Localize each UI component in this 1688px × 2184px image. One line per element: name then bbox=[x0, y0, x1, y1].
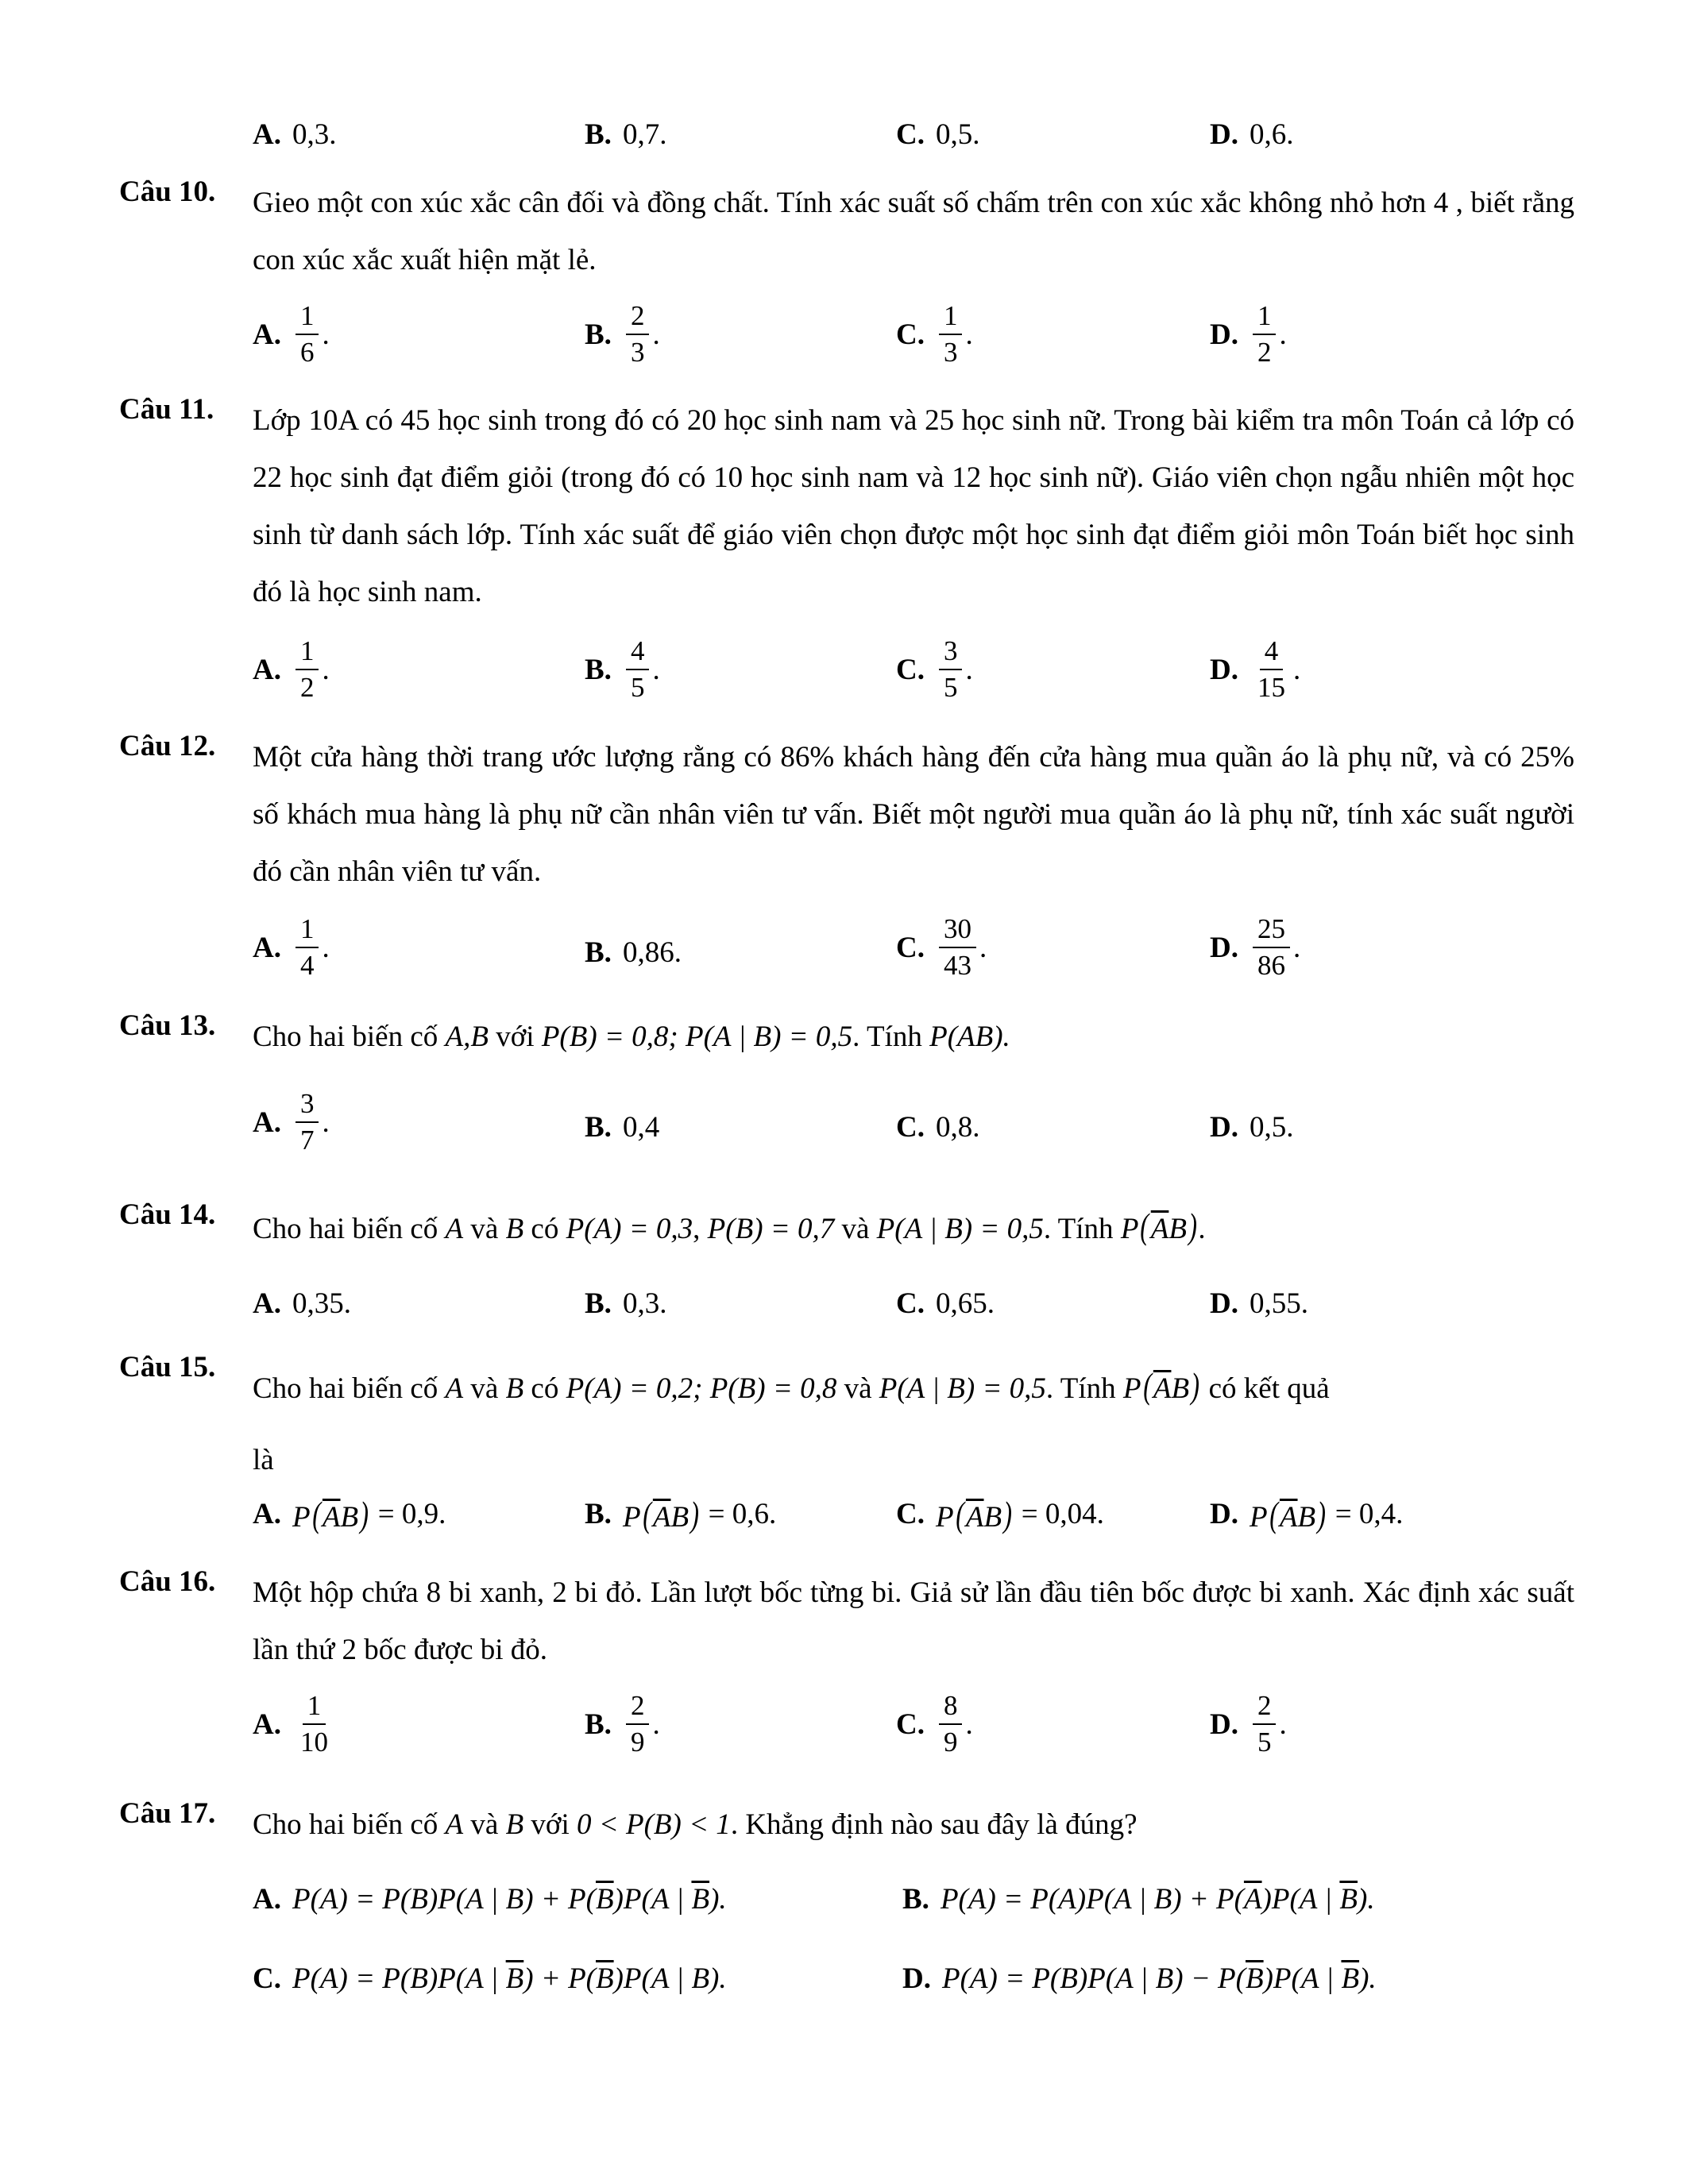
q17-option-b[interactable]: B. P(A) = P(A)P(A | $B) + P(\overline{A})P(A$ | $\overline{B}$). bbox=[902, 1883, 1375, 1916]
asked-formula: $P(\overline{A}B)$. bbox=[1120, 1206, 1207, 1246]
question-text: Cho hai biến cố A và B có P(A) = 0,2; P(B) = 0,8 và P(A | B) = 0,5. Tính $P(\overline{A}B)$ có kết quả là bbox=[253, 1365, 1330, 1476]
question-13 bbox=[119, 1009, 1574, 1066]
question-text: Một hộp chứa 8 bi xanh, 2 bi đỏ. Lần lượt bốc từng bi. Giả sử lần đầu tiên bốc được bi xanh. Xác định xác suất lần thứ 2 bốc được bi đỏ. bbox=[253, 1576, 1574, 1666]
question-text: Một cửa hàng thời trang ước lượng rằng có 86% khách hàng đến cửa hàng mua quần áo là phụ nữ, và có 25% số khách mua hàng là phụ nữ cần nhân viên tư vấn. Biết một người mua quần áo là phụ nữ, tính xác suất người đó cần nhân viên tư vấn. bbox=[253, 741, 1574, 888]
fraction: $\frac{1}{2}$ bbox=[1253, 300, 1277, 369]
q15-option-a[interactable]: A. $P(\overline{A}B)$ = 0,9. bbox=[253, 1494, 446, 1534]
q12-option-c[interactable]: C. $\frac{30}{43}$ . bbox=[896, 913, 987, 981]
q9-option-c[interactable]: C. 0,5. bbox=[896, 118, 980, 151]
question-15 bbox=[119, 1350, 1574, 1496]
q9-option-d[interactable]: D. 0,6. bbox=[1210, 118, 1294, 151]
question-16 bbox=[119, 1565, 1574, 1679]
fraction: $\frac{1}{10}$ bbox=[299, 1690, 328, 1758]
question-text: Cho hai biến cố A và B có P(A) = 0,3, P(B) = 0,7 và P(A | B) = 0,5. Tính $P(\overline{A}B)$. bbox=[253, 1206, 1207, 1246]
fraction: $\frac{2}{9}$ bbox=[626, 1690, 650, 1758]
question-14 bbox=[119, 1198, 1574, 1258]
q11-option-d[interactable]: D. $\frac{4}{15}$ . bbox=[1210, 635, 1301, 703]
fraction: $\frac{25}{86}$ bbox=[1253, 913, 1290, 982]
question-number: Câu 16. bbox=[119, 1565, 216, 1598]
q17-option-c[interactable]: C. P(A) = P(B)P(A | $\overline{B}) + P(\overline{B})P(A$ | B). bbox=[253, 1962, 727, 1995]
question-number: Câu 14. bbox=[119, 1198, 216, 1231]
q14-option-d[interactable]: D. 0,55. bbox=[1210, 1287, 1308, 1320]
question-number: Câu 10. bbox=[119, 176, 216, 208]
fraction: $\frac{4}{15}$ bbox=[1257, 635, 1285, 703]
question-number: Câu 15. bbox=[119, 1351, 216, 1383]
q10-option-c[interactable]: C. $\frac{1}{3}$ . bbox=[896, 300, 973, 368]
condition-formula: P(B) = 0,8; P(A | B) = 0,5 bbox=[541, 1021, 853, 1053]
question-12 bbox=[119, 729, 1574, 901]
q9-option-b[interactable]: B. 0,7. bbox=[585, 118, 667, 151]
q9-option-a[interactable]: A. 0,3. bbox=[253, 118, 337, 151]
q10-option-b[interactable]: B. $\frac{2}{3}$ . bbox=[585, 300, 660, 368]
fraction: $\frac{3}{5}$ bbox=[939, 635, 963, 704]
question-number: Câu 13. bbox=[119, 1009, 216, 1042]
q11-option-a[interactable]: A. $\frac{1}{2}$ . bbox=[253, 635, 330, 703]
question-11 bbox=[119, 392, 1574, 621]
question-number: Câu 12. bbox=[119, 730, 216, 762]
fraction: $\frac{3}{7}$ bbox=[295, 1088, 319, 1156]
question-10 bbox=[119, 175, 1574, 289]
fraction: $\frac{4}{5}$ bbox=[626, 635, 650, 704]
fraction: $\frac{8}{9}$ bbox=[939, 1690, 963, 1758]
q16-option-b[interactable]: B. $\frac{2}{9}$ . bbox=[585, 1690, 660, 1758]
question-text: Cho hai biến cố A,B với P(B) = 0,8; P(A | B) = 0,5. Tính P(AB). bbox=[253, 1021, 1010, 1053]
q16-option-d[interactable]: D. $\frac{2}{5}$ . bbox=[1210, 1690, 1287, 1758]
q13-option-a[interactable]: A. $\frac{3}{7}$ . bbox=[253, 1088, 330, 1156]
q14-option-a[interactable]: A. 0,35. bbox=[253, 1287, 351, 1320]
q16-option-c[interactable]: C. $\frac{8}{9}$ . bbox=[896, 1690, 973, 1758]
q17-option-a[interactable]: A. P(A) = P(B)P(A | $B) + P(\overline{B})P(A$ | $\overline{B}$). bbox=[253, 1883, 727, 1916]
q11-option-c[interactable]: C. $\frac{3}{5}$ . bbox=[896, 635, 973, 703]
formula: P(A) = P(B)P(A | $\overline{B}) + P(\overline{B})P(A$ | B). bbox=[292, 1962, 727, 1995]
asked-formula: P(AB). bbox=[929, 1021, 1010, 1053]
q11-option-b[interactable]: B. $\frac{4}{5}$ . bbox=[585, 635, 660, 703]
fraction: $\frac{2}{5}$ bbox=[1253, 1690, 1277, 1758]
formula: P(A) = P(B)P(A | $B) - P(\overline{B})P(A$ | $\overline{B}$). bbox=[941, 1962, 1377, 1995]
question-text: Gieo một con xúc xắc cân đối và đồng chất. Tính xác suất số chấm trên con xúc xắc không nhỏ hơn 4 , biết rằng con xúc xắc xuất hiện mặt lẻ. bbox=[253, 187, 1574, 276]
q12-option-a[interactable]: A. $\frac{1}{4}$ . bbox=[253, 913, 330, 981]
question-number: Câu 11. bbox=[119, 393, 214, 426]
q12-option-b[interactable]: B. 0,86. bbox=[585, 936, 682, 969]
question-number: Câu 17. bbox=[119, 1797, 216, 1830]
q14-option-b[interactable]: B. 0,3. bbox=[585, 1287, 667, 1320]
formula: P(A) = P(B)P(A | $B) + P(\overline{B})P(A$ | $\overline{B}$). bbox=[292, 1883, 727, 1916]
asked-formula: $P(\overline{A}B)$ bbox=[1122, 1365, 1200, 1406]
fraction: $\frac{30}{43}$ bbox=[939, 913, 976, 982]
fraction: $\frac{1}{6}$ bbox=[295, 300, 319, 369]
q10-option-a[interactable]: A. $\frac{1}{6}$ . bbox=[253, 300, 330, 368]
q13-option-c[interactable]: C. 0,8. bbox=[896, 1111, 980, 1144]
question-text: Lớp 10A có 45 học sinh trong đó có 20 học sinh nam và 25 học sinh nữ. Trong bài kiểm tra môn Toán cả lớp có 22 học sinh đạt điểm giỏi (trong đó có 10 học sinh nam và 12 học sinh nữ). Giáo viên chọn ngẫu nhiên một học sinh từ danh sách lớp. Tính xác suất để giáo viên chọn được một học sinh đạt điểm giỏi môn Toán biết học sinh đó là học sinh nam. bbox=[253, 404, 1574, 608]
formula: P(A) = P(A)P(A | $B) + P(\overline{A})P(A$ | $\overline{B}$). bbox=[940, 1883, 1375, 1916]
q14-option-c[interactable]: C. 0,65. bbox=[896, 1287, 995, 1320]
fraction: $\frac{1}{2}$ bbox=[295, 635, 319, 704]
q13-option-b[interactable]: B. 0,4 bbox=[585, 1111, 660, 1144]
fraction: $\frac{2}{3}$ bbox=[626, 300, 650, 369]
fraction: $\frac{1}{3}$ bbox=[939, 300, 963, 369]
q15-option-c[interactable]: C. $P(\overline{A}B)$ = 0,04. bbox=[896, 1494, 1104, 1534]
q15-option-b[interactable]: B. $P(\overline{A}B)$ = 0,6. bbox=[585, 1494, 777, 1534]
q17-option-d[interactable]: D. P(A) = P(B)P(A | $B) - P(\overline{B})P(A$ | $\overline{B}$). bbox=[902, 1962, 1377, 1995]
q16-option-a[interactable]: A. $\frac{1}{10}$ bbox=[253, 1690, 336, 1758]
q12-option-d[interactable]: D. $\frac{25}{86}$ . bbox=[1210, 913, 1301, 981]
question-17 bbox=[119, 1796, 1574, 1854]
question-text: Cho hai biến cố A và B với 0 < P(B) < 1. Khẳng định nào sau đây là đúng? bbox=[253, 1808, 1138, 1841]
q10-option-d[interactable]: D. $\frac{1}{2}$ . bbox=[1210, 300, 1287, 368]
q13-option-d[interactable]: D. 0,5. bbox=[1210, 1111, 1294, 1144]
q15-option-d[interactable]: D. $P(\overline{A}B)$ = 0,4. bbox=[1210, 1494, 1404, 1534]
fraction: $\frac{1}{4}$ bbox=[295, 913, 319, 982]
